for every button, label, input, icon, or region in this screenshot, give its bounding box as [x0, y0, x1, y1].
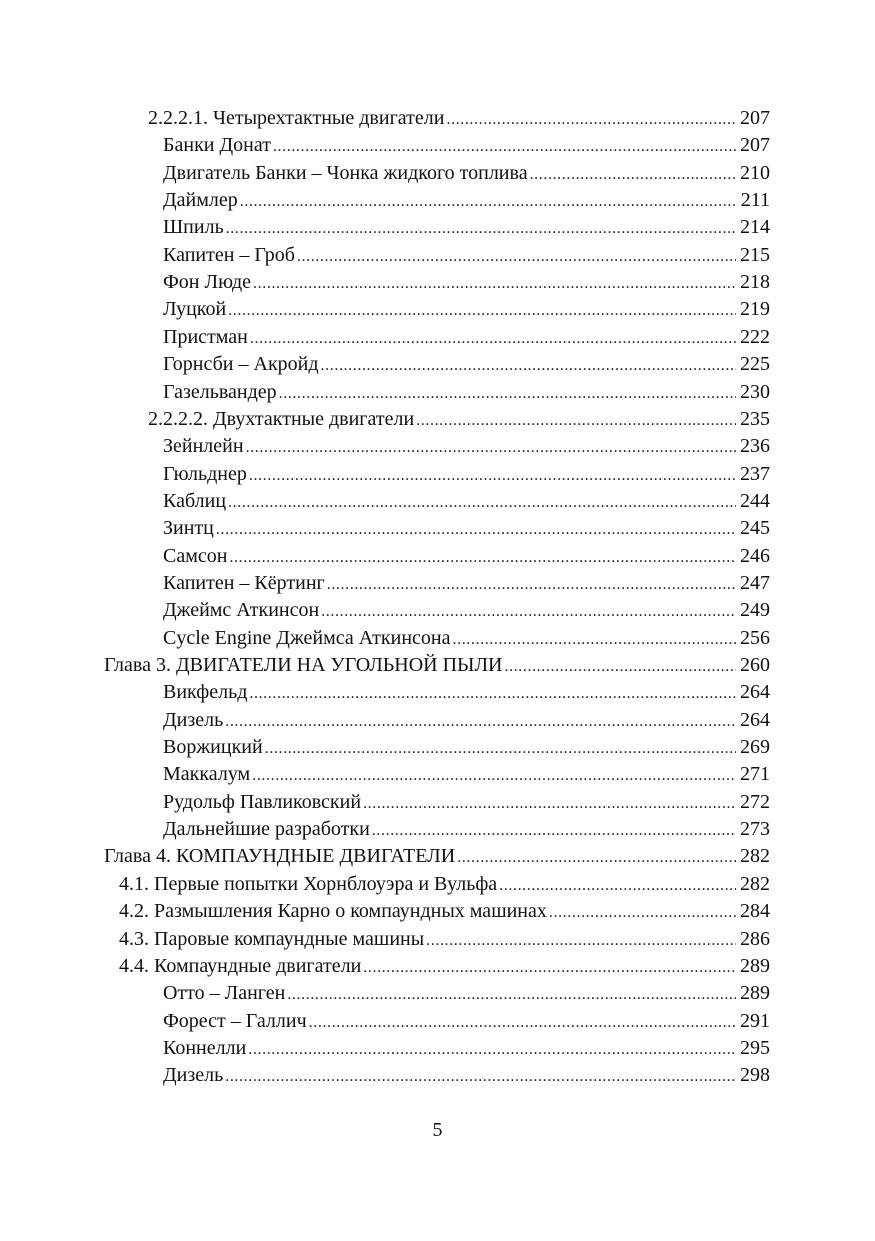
toc-entry-page: 289 — [740, 954, 770, 977]
dot-leader — [250, 325, 736, 352]
toc-entry-page: 284 — [740, 900, 770, 923]
dot-leader — [287, 981, 736, 1008]
dot-leader — [426, 927, 736, 954]
toc-entry-page: 291 — [740, 1009, 770, 1032]
dot-leader — [321, 352, 736, 379]
toc-entry-title: Рудольф Павликовский — [163, 790, 362, 813]
toc-entry — [163, 761, 770, 788]
toc-entry — [119, 898, 770, 925]
toc-entry-title: Капитен – Кёртинг — [163, 571, 325, 594]
toc-entry-title: Джеймс Аткинсон — [163, 599, 320, 622]
toc-entry — [148, 406, 770, 433]
toc-entry-title: Форест – Галлич — [163, 1009, 307, 1032]
dot-leader — [363, 790, 736, 817]
toc-entry-page: 289 — [740, 982, 770, 1005]
dot-leader — [249, 462, 736, 489]
toc-entry-title: Маккалум — [163, 763, 251, 786]
toc-entry — [104, 843, 770, 870]
toc-entry-title: Зинтц — [163, 517, 214, 540]
toc-entry-page: 286 — [740, 927, 770, 950]
toc-entry — [163, 461, 770, 488]
toc-entry — [163, 187, 770, 214]
toc-entry-title: Пристман — [163, 325, 248, 348]
toc-entry-page: 295 — [740, 1036, 770, 1059]
dot-leader — [228, 489, 736, 516]
toc-entry — [163, 570, 770, 597]
dot-leader — [297, 243, 736, 270]
dot-leader — [549, 899, 736, 926]
toc-entry-title: Самсон — [163, 544, 228, 567]
toc-entry-title: Капитен – Гроб — [163, 243, 295, 266]
toc-entry-title: Шпиль — [163, 216, 224, 239]
dot-leader — [457, 844, 736, 871]
toc-entry-page: 218 — [740, 271, 770, 294]
toc-entry — [163, 488, 770, 515]
dot-leader — [228, 297, 736, 324]
toc-entry — [104, 652, 770, 679]
toc-entry-title: Зейнлейн — [163, 435, 244, 458]
toc-entry-page: 207 — [740, 107, 770, 129]
toc-entry — [163, 707, 770, 734]
toc-entry — [163, 679, 770, 706]
toc-entry-title: Дизель — [163, 708, 224, 731]
toc-entry-title: Банки Донат — [163, 134, 271, 157]
toc-entry-page: 230 — [740, 380, 770, 403]
toc-entry-title: 4.1. Первые попытки Хорнблоуэра и Вульфа — [119, 872, 498, 895]
toc-entry-page: 256 — [740, 626, 770, 649]
toc-entry-title: 2.2.2.1. Четырехтактные двигатели — [148, 107, 445, 129]
dot-leader — [309, 1009, 736, 1036]
dot-leader — [225, 1063, 736, 1090]
toc-entry — [163, 1008, 770, 1035]
toc-entry — [119, 871, 770, 898]
toc-entry-page: 273 — [740, 818, 770, 841]
toc-entry-page: 235 — [740, 407, 770, 430]
dot-leader — [321, 598, 736, 625]
dot-leader — [226, 215, 736, 242]
toc-entry — [163, 816, 770, 843]
dot-leader — [246, 434, 736, 461]
toc-entry-title: 4.4. Компаундные двигатели — [119, 954, 362, 977]
dot-leader — [225, 708, 736, 735]
toc-entry — [163, 1062, 770, 1089]
toc-entry — [119, 926, 770, 953]
toc-entry — [148, 105, 770, 132]
toc-entry — [163, 515, 770, 542]
dot-leader — [273, 133, 736, 160]
page-number: 5 — [432, 1119, 443, 1141]
toc-entry-page: 237 — [740, 462, 770, 485]
dot-leader — [252, 762, 736, 789]
toc-entry-title: Викфельд — [163, 681, 248, 704]
toc-entry-page: 269 — [740, 736, 770, 759]
toc-entry-page: 207 — [740, 134, 770, 157]
toc-entry-title: 4.2. Размышления Карно о компаундных машинах — [119, 900, 547, 923]
toc-entry — [163, 160, 770, 187]
dot-leader — [453, 626, 737, 653]
toc-entry-title: Коннелли — [163, 1036, 247, 1059]
toc-entry-page: 247 — [740, 571, 770, 594]
toc-entry — [163, 625, 770, 652]
toc-entry-title: Каблиц — [163, 489, 227, 512]
toc-entry-page: 245 — [740, 517, 770, 540]
toc-entry — [163, 597, 770, 624]
toc-entry — [163, 324, 770, 351]
toc-entry-title: Гюльднер — [163, 462, 247, 485]
toc-entry-page: 236 — [740, 435, 770, 458]
dot-leader — [530, 161, 736, 188]
toc-entry-page: 214 — [740, 216, 770, 239]
toc-entry-title: Отто – Ланген — [163, 982, 286, 1005]
toc-entry-title: Cycle Engine Джеймса Аткинсона — [163, 626, 451, 649]
dot-leader — [249, 680, 736, 707]
toc-entry — [119, 953, 770, 980]
toc-entry — [163, 214, 770, 241]
dot-leader — [363, 954, 736, 981]
toc-entry — [163, 296, 770, 323]
toc-entry-page: 210 — [740, 161, 770, 184]
dot-leader — [279, 380, 736, 407]
toc-entry — [163, 433, 770, 460]
toc-entry-page: 249 — [740, 599, 770, 622]
toc-entry-title: 4.3. Паровые компаундные машины — [119, 927, 425, 950]
dot-leader — [265, 735, 736, 762]
toc-entry-title: Луцкой — [163, 298, 227, 321]
toc-entry-page: 298 — [740, 1064, 770, 1087]
toc-entry-page: 222 — [740, 325, 770, 348]
toc-entry-page: 215 — [740, 243, 770, 266]
dot-leader — [229, 544, 736, 571]
toc-entry-page: 225 — [740, 353, 770, 376]
dot-leader — [216, 516, 736, 543]
toc-entry — [163, 242, 770, 269]
toc-entry-title: Глава 3. ДВИГАТЕЛИ НА УГОЛЬНОЙ ПЫЛИ — [104, 654, 503, 676]
toc-entry-title: Фон Люде — [163, 271, 252, 294]
toc-entry — [163, 789, 770, 816]
dot-leader — [248, 1036, 736, 1063]
toc-entry — [163, 269, 770, 296]
toc-entry-page: 264 — [740, 681, 770, 704]
toc-entry-title: 2.2.2.2. Двухтактные двигатели — [148, 407, 415, 430]
toc-entry-title: Воржицкий — [163, 736, 263, 759]
toc-entry-page: 244 — [740, 489, 770, 512]
toc-entry — [163, 351, 770, 378]
dot-leader — [504, 653, 736, 680]
toc-entry-page: 282 — [740, 845, 770, 868]
toc-entry-title: Газельвандер — [163, 380, 277, 403]
toc-entry-page: 246 — [740, 544, 770, 567]
toc-entry — [163, 980, 770, 1007]
toc-entry-page: 211 — [740, 189, 770, 212]
toc-entry-title: Горнсби – Акройд — [163, 353, 319, 376]
toc-entry-page: 219 — [740, 298, 770, 321]
toc-entry — [163, 132, 770, 159]
toc-entry-title: Дальнейшие разработки — [163, 818, 370, 841]
toc-entry-title: Двигатель Банки – Чонка жидкого топлива — [163, 161, 528, 184]
dot-leader — [372, 817, 736, 844]
dot-leader — [416, 407, 736, 434]
toc-entry-page: 271 — [740, 763, 770, 786]
toc-entry-title: Даймлер — [163, 189, 238, 212]
toc-entry-title: Глава 4. КОМПАУНДНЫЕ ДВИГАТЕЛИ — [104, 845, 456, 868]
dot-leader — [253, 270, 736, 297]
toc-entry-page: 260 — [740, 654, 770, 676]
toc-entry — [163, 379, 770, 406]
toc-entry — [163, 543, 770, 570]
dot-leader — [327, 571, 736, 598]
toc-entry — [163, 1035, 770, 1062]
toc-entry-page: 282 — [740, 872, 770, 895]
toc-entry-title: Дизель — [163, 1064, 224, 1087]
toc-entry-page: 264 — [740, 708, 770, 731]
dot-leader — [240, 188, 737, 215]
toc-entry-page: 272 — [740, 790, 770, 813]
toc-entry — [163, 734, 770, 761]
dot-leader — [499, 872, 736, 899]
dot-leader — [446, 106, 736, 133]
